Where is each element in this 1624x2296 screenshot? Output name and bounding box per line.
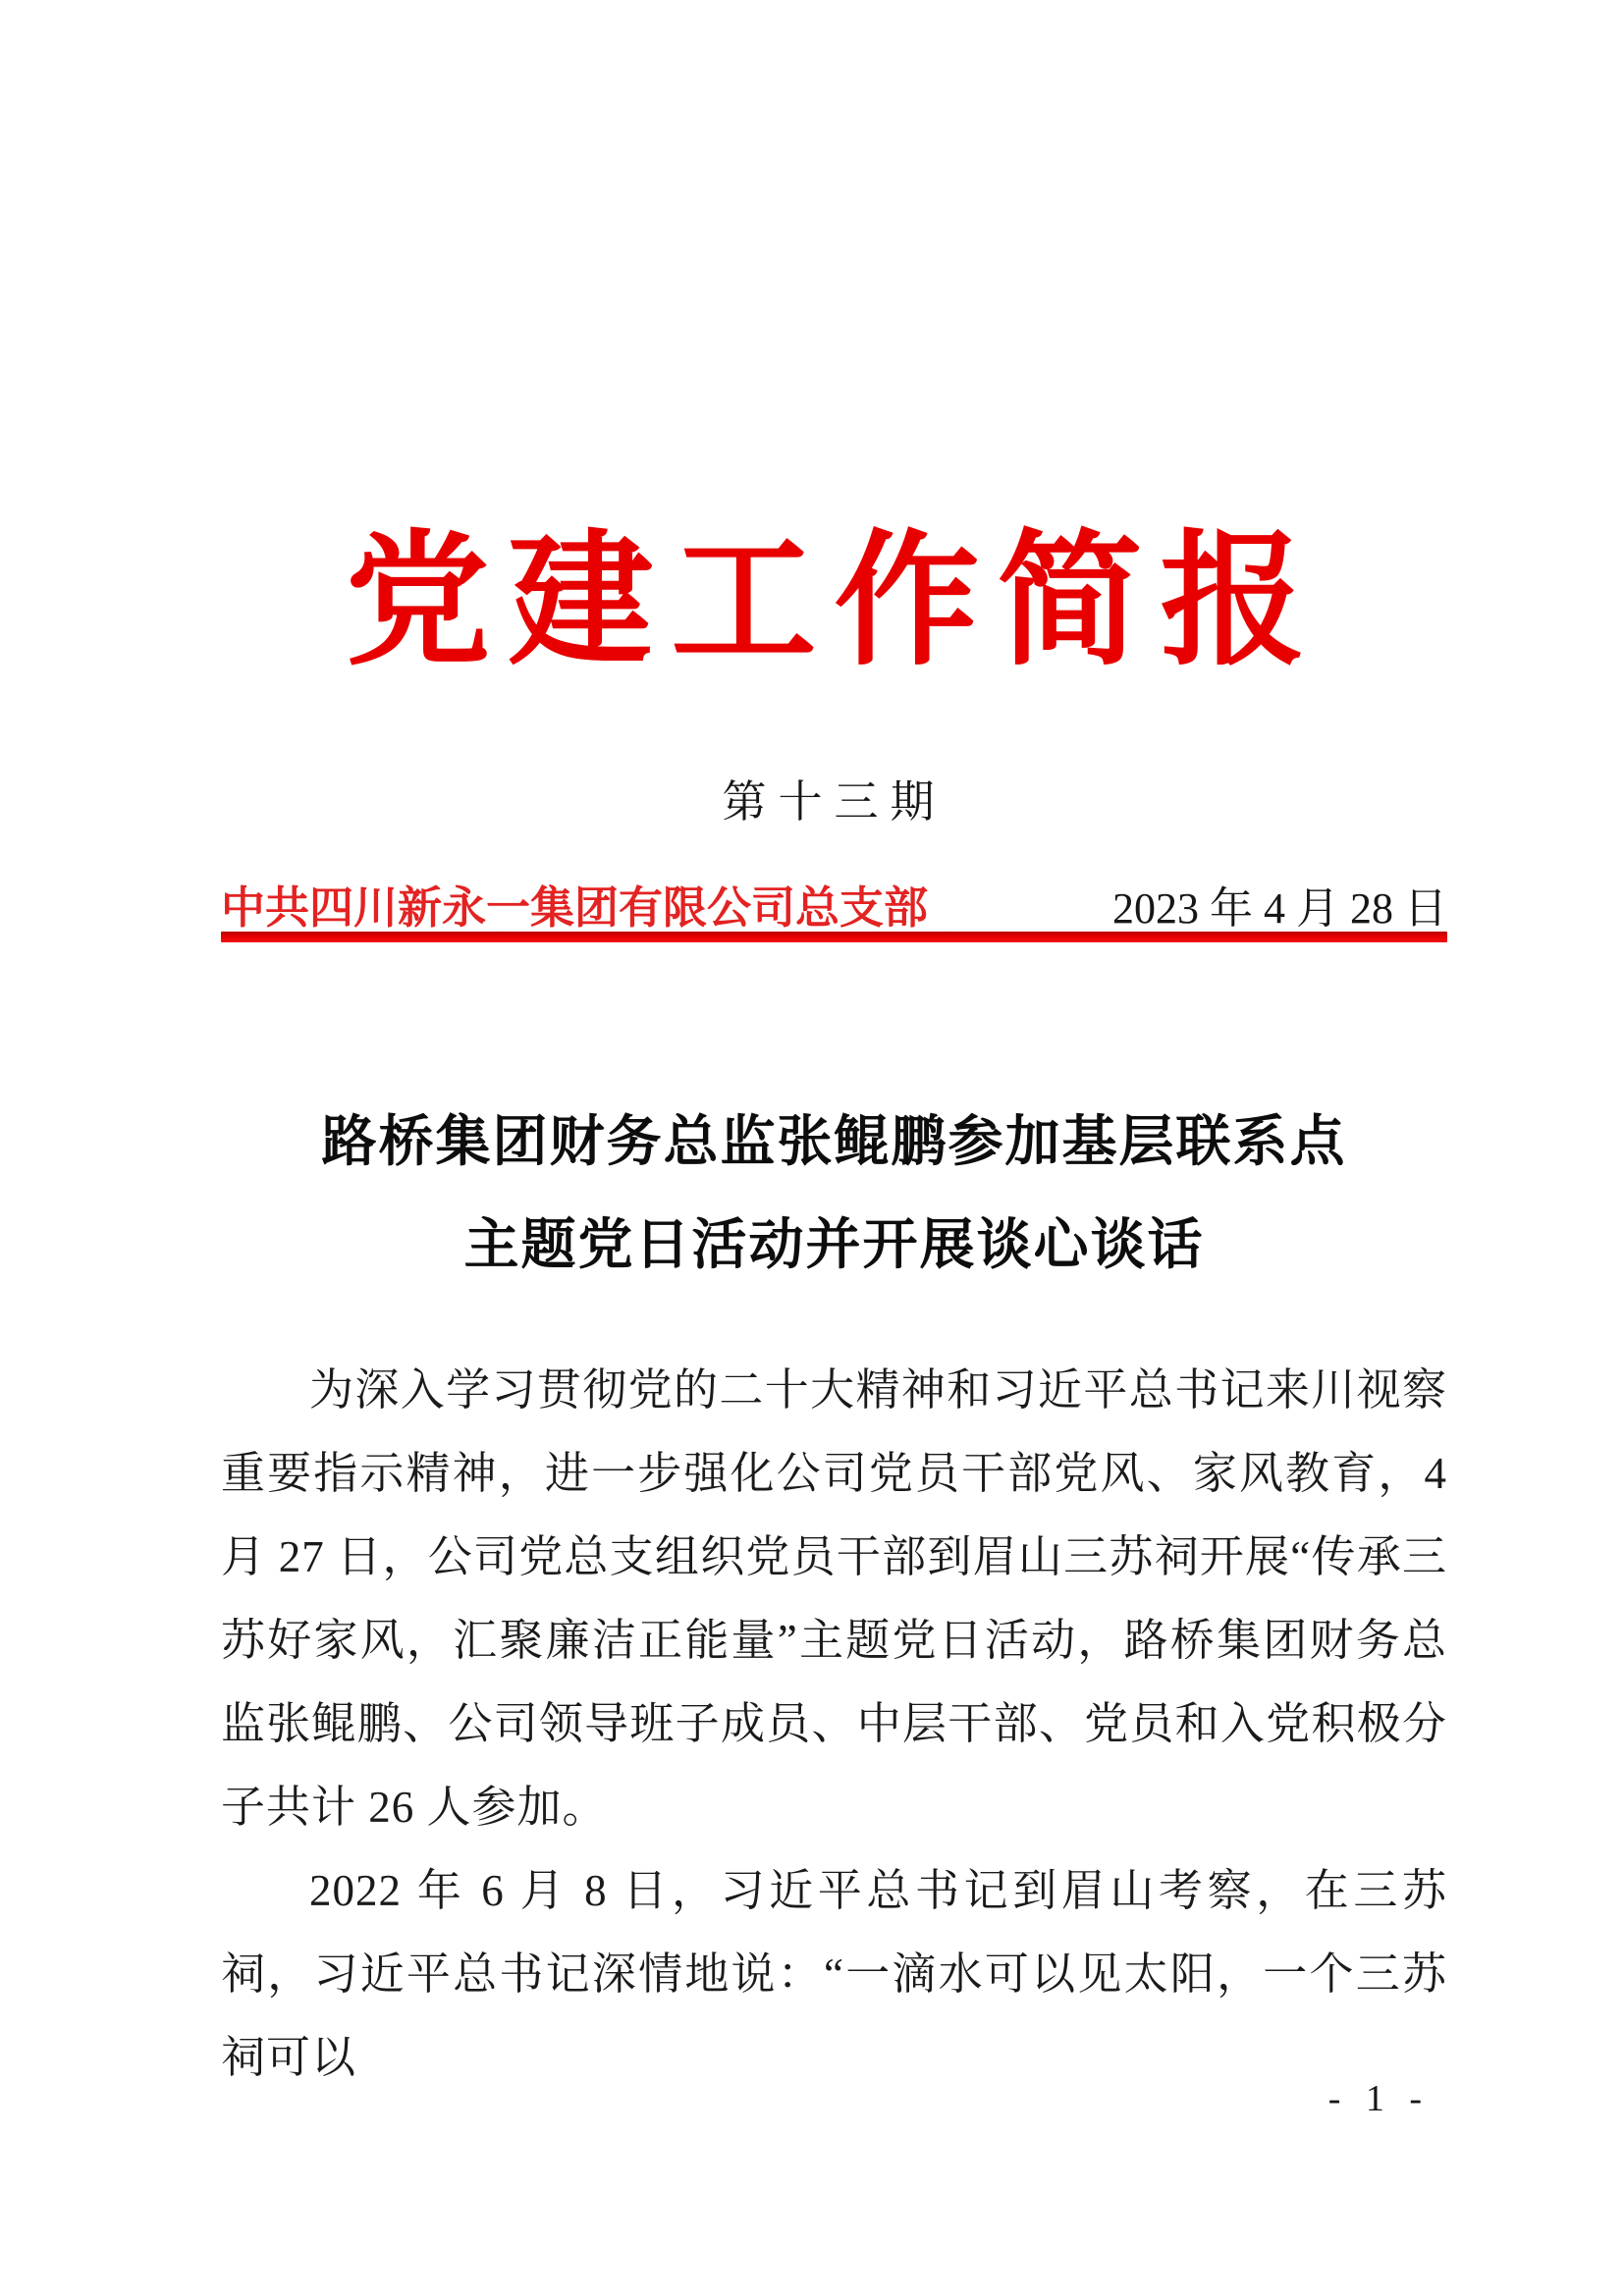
content-column xyxy=(0,518,1624,2100)
issue-number: 第十三期 xyxy=(722,777,947,827)
page-number: - 1 - xyxy=(1327,2078,1430,2119)
article-title xyxy=(221,1092,1447,1298)
bulletin-masthead-title: 党建工作简报 xyxy=(345,522,1324,683)
article-title-line-1: 路桥集团财务总监张鲲鹏参加基层联系点 xyxy=(321,1112,1347,1173)
body-paragraph: 2022 年 6 月 8 日，习近平总书记到眉山考察，在三苏祠，习近平总书记深情地说：“一滴水可以见太阳，一个三苏祠可以 xyxy=(221,1866,1447,2082)
body-paragraph: 为深入学习贯彻党的二十大精神和习近平总书记来川视察重要指示精神，进一步强化公司党员干部党风、家风教育，4 月 27 日，公司党总支组织党员干部到眉山三苏祠开展“传承三苏好家风，汇聚廉洁正能量”主题党日活动，路桥集团财务总监张鲲鹏、公司领导班子成员、中层干部、党员和入党积极分子共计 26 人参加。 xyxy=(221,1365,1447,1832)
issue-date: 2023 年 4 月 28 日 xyxy=(1112,884,1447,933)
article-title-line-2: 主题党日活动并开展谈心谈话 xyxy=(463,1215,1205,1276)
article-body xyxy=(221,1349,1447,2100)
masthead-info-row xyxy=(221,872,1447,933)
issuing-organization: 中共四川新永一集团有限公司总支部 xyxy=(221,883,929,933)
